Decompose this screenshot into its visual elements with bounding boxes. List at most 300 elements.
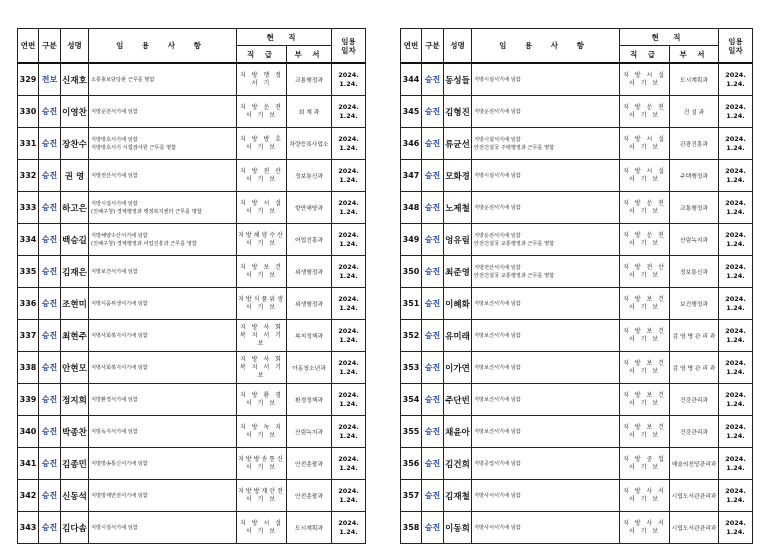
table-row (401, 416, 753, 448)
date-cell (332, 96, 366, 128)
seq-cell: 333 (18, 192, 39, 224)
seq-cell: 345 (401, 96, 422, 128)
content-line: 지방보건서기에 임함 (474, 300, 521, 307)
rank-cell (620, 384, 670, 416)
date-line: 1.24. (726, 111, 745, 120)
rank-line: 지 방 보 건 (240, 263, 283, 271)
date-cell (332, 352, 366, 384)
header-dept: 부 서 (287, 46, 332, 64)
category-cell: 승진 (422, 63, 444, 96)
date-line: 2024. (338, 358, 359, 367)
date-line: 1.24. (726, 303, 745, 312)
content-line: 지방해양수산서기에 임함 (91, 232, 148, 239)
dept-cell: 건강관리과 (670, 416, 719, 448)
dept-cell: 주택행정과 (670, 160, 719, 192)
rank-line: 지 방 운 전 (623, 103, 666, 111)
content-cell (89, 192, 237, 224)
rank-line: 지방식품위생 (238, 295, 285, 303)
content-cell (89, 256, 237, 288)
category-cell: 승진 (422, 224, 444, 256)
table-row (18, 160, 366, 192)
date-line: 2024. (338, 166, 359, 175)
content-cell (89, 160, 237, 192)
category-cell: 승진 (422, 192, 444, 224)
date-line: 2024. (338, 70, 359, 79)
rank-cell (237, 416, 287, 448)
rank-line: 복 지 서 기 보 (240, 331, 283, 347)
rank-line: 서 기 보 (245, 175, 278, 183)
date-line: 2024. (725, 518, 746, 527)
date-line: 1.24. (339, 527, 358, 536)
content-cell (89, 480, 237, 512)
dept-cell: 차량등록사업소 (287, 128, 332, 160)
rank-line: 지 방 공 업 (623, 455, 666, 463)
header-date-line2: 일자 (728, 45, 743, 55)
rank-line: 지 방 보 건 (623, 391, 666, 399)
date-cell (332, 448, 366, 480)
rank-line: 지방해양수산 (238, 231, 285, 239)
header-current-position: 현 직 (237, 29, 332, 46)
name-cell: 정지희 (61, 384, 89, 416)
seq-cell: 350 (401, 256, 422, 288)
content-line: 지방녹지서기에 임함 (91, 428, 138, 435)
dept-cell: 건강관리과 (670, 384, 719, 416)
date-line: 2024. (725, 294, 746, 303)
content-line: 안전건설국 교통행정과 근무를 명함 (474, 240, 555, 247)
rank-cell (237, 480, 287, 512)
rank-line: 지 방 시 설 (623, 135, 666, 143)
header-rank: 직 급 (237, 46, 287, 64)
content-line: (진해구청) 경제행정과 어업진흥과 근무를 명함 (91, 240, 197, 247)
content-cell (89, 352, 237, 384)
seq-cell: 335 (18, 256, 39, 288)
dept-cell: 예술의전당관리과 (670, 448, 719, 480)
rank-cell (237, 384, 287, 416)
content-cell (472, 256, 620, 288)
date-line: 2024. (338, 262, 359, 271)
rank-line: 서 기 보 (628, 303, 661, 311)
content-line: 지방방송통신서기에 임함 (91, 460, 148, 467)
date-line: 2024. (725, 454, 746, 463)
table-row (401, 224, 753, 256)
category-cell: 승진 (39, 160, 61, 192)
rank-cell (237, 320, 287, 352)
table-row (401, 384, 753, 416)
name-cell: 채윤아 (444, 416, 472, 448)
rank-line: 지 방 전 산 (623, 263, 666, 271)
rank-line: 지 방 사 서 (623, 519, 666, 527)
date-cell (719, 63, 753, 96)
date-line: 1.24. (726, 495, 745, 504)
dept-cell: 안전총괄과 (287, 480, 332, 512)
category-cell: 승진 (422, 384, 444, 416)
rank-line: 지 방 방 호 (240, 135, 283, 143)
seq-cell: 330 (18, 96, 39, 128)
date-line: 2024. (338, 390, 359, 399)
date-line: 1.24. (339, 175, 358, 184)
content-line: 지방시설서기에 임함 (474, 172, 521, 179)
rank-cell (237, 352, 287, 384)
category-cell: 승진 (39, 320, 61, 352)
rank-line: 서 기 보 (245, 431, 278, 439)
seq-cell: 354 (401, 384, 422, 416)
category-cell: 승진 (422, 512, 444, 544)
name-cell: 모화경 (444, 160, 472, 192)
seq-cell: 336 (18, 288, 39, 320)
date-line: 2024. (725, 134, 746, 143)
table-header (18, 29, 366, 64)
dept-cell: 환경정책과 (287, 384, 332, 416)
header-category: 구분 (422, 29, 444, 64)
header-date-line2: 일자 (341, 45, 356, 55)
name-cell: 류균선 (444, 128, 472, 160)
date-line: 2024. (338, 326, 359, 335)
rank-line: 서 기 보 (628, 175, 661, 183)
rank-line: 지 방 환 경 (240, 391, 283, 399)
table-row (18, 192, 366, 224)
content-cell (89, 320, 237, 352)
name-cell: 백승길 (61, 224, 89, 256)
rank-cell (620, 96, 670, 128)
name-cell: 동성들 (444, 63, 472, 96)
rank-line: 서 기 보 (628, 111, 661, 119)
content-cell (89, 512, 237, 544)
rank-line: 지 방 운 전 (623, 231, 666, 239)
date-cell (719, 352, 753, 384)
rank-cell (237, 192, 287, 224)
rank-cell (237, 160, 287, 192)
content-cell (89, 63, 237, 96)
date-cell (332, 256, 366, 288)
date-line: 2024. (338, 518, 359, 527)
rank-cell (237, 224, 287, 256)
rank-line: 서 기 보 (628, 367, 661, 375)
content-cell (472, 63, 620, 96)
header-date-line1: 임용 (341, 36, 356, 46)
date-line: 1.24. (726, 463, 745, 472)
content-cell (89, 448, 237, 480)
rank-line: 지 방 보 건 (623, 295, 666, 303)
dept-cell: 산림녹지과 (287, 416, 332, 448)
rank-line: 지 방 시 설 (623, 167, 666, 175)
table-row (401, 192, 753, 224)
date-cell (719, 512, 753, 544)
category-cell: 승진 (422, 320, 444, 352)
content-line: 지방전산서기에 임함 (474, 264, 521, 271)
name-cell: 김형진 (444, 96, 472, 128)
date-line: 1.24. (726, 175, 745, 184)
category-cell: 승진 (39, 512, 61, 544)
date-line: 1.24. (339, 367, 358, 376)
date-cell (332, 160, 366, 192)
seq-cell: 344 (401, 63, 422, 96)
rank-line: 서 기 보 (245, 143, 278, 151)
category-cell: 승진 (39, 224, 61, 256)
date-line: 1.24. (726, 431, 745, 440)
category-cell: 승진 (422, 96, 444, 128)
rank-line: 지 방 사 서 (623, 487, 666, 495)
seq-cell: 357 (401, 480, 422, 512)
name-cell: 김재철 (444, 480, 472, 512)
seq-cell: 337 (18, 320, 39, 352)
date-line: 2024. (725, 326, 746, 335)
name-cell: 권 영 (61, 160, 89, 192)
seq-cell: 338 (18, 352, 39, 384)
date-line: 1.24. (339, 207, 358, 216)
seq-cell: 340 (18, 416, 39, 448)
content-line: 지방보건서기에 임함 (91, 268, 138, 275)
date-line: 2024. (725, 262, 746, 271)
name-cell: 신동석 (61, 480, 89, 512)
date-line: 1.24. (339, 143, 358, 152)
category-cell: 승진 (422, 448, 444, 480)
date-cell (719, 480, 753, 512)
rank-cell (237, 288, 287, 320)
dept-cell: 도시계획과 (670, 63, 719, 96)
content-line: 지방시설서기에 임함 (91, 524, 138, 531)
table-row (401, 96, 753, 128)
dept-cell: 정보통신과 (287, 160, 332, 192)
name-cell: 박종찬 (61, 416, 89, 448)
category-cell: 승진 (39, 352, 61, 384)
table-row (18, 480, 366, 512)
date-line: 1.24. (339, 303, 358, 312)
rank-cell (620, 480, 670, 512)
rank-cell (237, 128, 287, 160)
rank-cell (620, 192, 670, 224)
dept-cell: 보건행정과 (670, 288, 719, 320)
rank-line: 복 지 서 기 보 (240, 363, 283, 379)
content-line: 지방방호서기 시험검사원 근무를 명함 (91, 144, 177, 151)
table-row (18, 224, 366, 256)
date-line: 2024. (725, 358, 746, 367)
rank-line: 지 방 전 산 (240, 167, 283, 175)
rank-line: 지방방재안전 (238, 487, 285, 495)
date-cell (332, 288, 366, 320)
dept-cell: 위생행정과 (287, 256, 332, 288)
header-seq: 연번 (18, 29, 39, 64)
content-line: 안전건설국 교통행정과 근무를 명함 (474, 272, 555, 279)
content-line: 지방보건서기에 임함 (474, 332, 521, 339)
name-cell: 이혜화 (444, 288, 472, 320)
date-line: 1.24. (339, 399, 358, 408)
rank-line: 지 방 운 전 (240, 103, 283, 111)
seq-cell: 351 (401, 288, 422, 320)
date-line: 1.24. (339, 271, 358, 280)
date-line: 2024. (725, 70, 746, 79)
date-line: 2024. (338, 422, 359, 431)
name-cell: 노제철 (444, 192, 472, 224)
content-line: 지방방재안전서기에 임함 (91, 492, 148, 499)
name-cell: 안현모 (61, 352, 89, 384)
rank-line: 서 기 보 (245, 527, 278, 535)
table-row (18, 384, 366, 416)
content-cell (472, 192, 620, 224)
category-cell: 승진 (39, 288, 61, 320)
date-cell (332, 384, 366, 416)
date-line: 1.24. (726, 79, 745, 88)
table-row (18, 512, 366, 544)
rank-cell (620, 256, 670, 288)
date-line: 1.24. (339, 431, 358, 440)
rank-line: 서 기 보 (628, 79, 661, 87)
content-cell (472, 480, 620, 512)
dept-cell: 복지정책과 (287, 320, 332, 352)
content-line: 지방운전서기에 임함 (91, 108, 138, 115)
seq-cell: 332 (18, 160, 39, 192)
category-cell: 승진 (422, 256, 444, 288)
date-line: 2024. (725, 230, 746, 239)
rank-line: 서 기 보 (245, 271, 278, 279)
category-cell: 승진 (422, 352, 444, 384)
content-cell (472, 384, 620, 416)
rank-line: 서 기 (251, 79, 272, 87)
header-dept: 부 서 (670, 46, 719, 64)
content-line: 지방시설서기에 임함 (474, 136, 521, 143)
seq-cell: 346 (401, 128, 422, 160)
seq-cell: 353 (401, 352, 422, 384)
name-cell: 최준영 (444, 256, 472, 288)
rank-line: 서 기 보 (245, 399, 278, 407)
appointment-table-right (400, 28, 753, 544)
name-cell: 김종민 (61, 448, 89, 480)
table-row (401, 448, 753, 480)
category-cell: 승진 (39, 416, 61, 448)
rank-line: 지 방 행 정 (240, 71, 283, 79)
rank-cell (620, 416, 670, 448)
rank-cell (620, 288, 670, 320)
rank-line: 서 기 보 (628, 207, 661, 215)
header-content: 임 용 사 항 (89, 29, 237, 64)
rank-cell (620, 448, 670, 480)
category-cell: 승진 (422, 128, 444, 160)
content-cell (89, 288, 237, 320)
seq-cell: 331 (18, 128, 39, 160)
content-cell (472, 224, 620, 256)
rank-line: 서 기 보 (245, 303, 278, 311)
content-cell (89, 128, 237, 160)
name-cell: 유미래 (444, 320, 472, 352)
content-line: 지방운전서기에 임함 (474, 232, 521, 239)
category-cell: 승진 (39, 128, 61, 160)
content-line: 지방사회복지서기에 임함 (91, 364, 148, 371)
rank-line: 지 방 사 회 (240, 355, 283, 363)
dept-cell: 회 계 과 (287, 96, 332, 128)
date-line: 1.24. (726, 399, 745, 408)
table-row (18, 448, 366, 480)
content-cell (472, 448, 620, 480)
rank-line: 서 기 보 (628, 431, 661, 439)
rank-line: 서 기 보 (628, 527, 661, 535)
content-line: 소통홍보담당관 근무를 명함 (91, 76, 155, 83)
table-row (18, 96, 366, 128)
date-line: 2024. (338, 294, 359, 303)
date-cell (719, 288, 753, 320)
header-name: 성명 (444, 29, 472, 64)
date-line: 1.24. (726, 271, 745, 280)
rank-cell (237, 96, 287, 128)
seq-cell: 348 (401, 192, 422, 224)
table-row (18, 352, 366, 384)
header-appointment-date (332, 29, 366, 64)
category-cell: 승진 (422, 480, 444, 512)
content-line: 지방운전서기에 임함 (474, 204, 521, 211)
rank-line: 서 기 보 (628, 399, 661, 407)
date-line: 2024. (338, 102, 359, 111)
header-category: 구분 (39, 29, 61, 64)
rank-line: 지 방 보 건 (623, 327, 666, 335)
rank-cell (620, 512, 670, 544)
rank-line: 서 기 보 (628, 495, 661, 503)
date-line: 1.24. (339, 335, 358, 344)
table-row (401, 288, 753, 320)
name-cell: 이가연 (444, 352, 472, 384)
category-cell: 승진 (422, 288, 444, 320)
content-line: 지방보건서기에 임함 (474, 396, 521, 403)
rank-cell (620, 63, 670, 96)
seq-cell: 347 (401, 160, 422, 192)
name-cell: 김다솜 (61, 512, 89, 544)
date-line: 2024. (338, 486, 359, 495)
content-line: 지방사서서기에 임함 (474, 492, 521, 499)
date-cell (719, 128, 753, 160)
category-cell: 승진 (39, 256, 61, 288)
table-row (401, 256, 753, 288)
name-cell: 이영찬 (61, 96, 89, 128)
dept-cell: 시립도서관관리과 (670, 512, 719, 544)
table-row (401, 160, 753, 192)
seq-cell: 339 (18, 384, 39, 416)
content-line: 지방시설서기에 임함 (474, 76, 521, 83)
date-line: 1.24. (726, 335, 745, 344)
rank-line: 지 방 운 전 (623, 199, 666, 207)
date-cell (332, 192, 366, 224)
date-cell (719, 320, 753, 352)
table-row (18, 128, 366, 160)
date-line: 2024. (338, 198, 359, 207)
rank-line: 지 방 녹 지 (240, 423, 283, 431)
date-cell (719, 448, 753, 480)
table-header (401, 29, 753, 64)
date-line: 2024. (725, 166, 746, 175)
rank-cell (620, 224, 670, 256)
table-row (401, 320, 753, 352)
dept-cell: 정보통신과 (670, 256, 719, 288)
name-cell: 최현주 (61, 320, 89, 352)
seq-cell: 329 (18, 63, 39, 96)
name-cell: 장찬수 (61, 128, 89, 160)
dept-cell: 감 염 병 관 리 과 (670, 320, 719, 352)
rank-cell (620, 352, 670, 384)
dept-cell: 위생행정과 (287, 288, 332, 320)
rank-line: 서 기 보 (245, 239, 278, 247)
dept-cell: 시립도서관관리과 (670, 480, 719, 512)
date-line: 1.24. (339, 239, 358, 248)
content-cell (472, 96, 620, 128)
rank-line: 서 기 보 (628, 335, 661, 343)
dept-cell: 도시계획과 (287, 512, 332, 544)
category-cell: 승진 (39, 480, 61, 512)
table-row (401, 480, 753, 512)
date-line: 1.24. (726, 239, 745, 248)
name-cell: 김재은 (61, 256, 89, 288)
rank-cell (237, 256, 287, 288)
rank-line: 서 기 보 (245, 207, 278, 215)
rank-line: 지 방 보 건 (623, 359, 666, 367)
category-cell: 승진 (39, 448, 61, 480)
table-row (18, 320, 366, 352)
rank-line: 서 기 보 (628, 271, 661, 279)
